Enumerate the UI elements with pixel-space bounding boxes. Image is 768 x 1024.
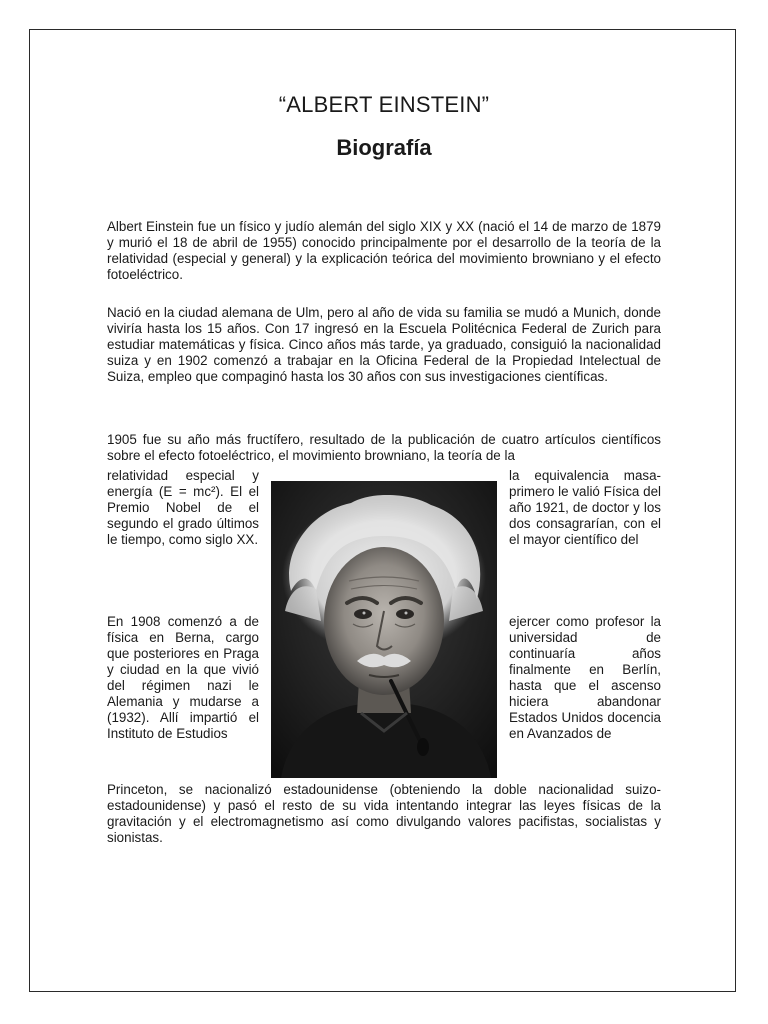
paragraph-princeton: Princeton, se nacionalizó estadounidense (obteniendo la doble nacionalidad suizo-estadounidense) y pasó el resto de su vida intentando integrar las leyes físicas de la gravitación y el electromagnetismo así como divulgando valores pacifistas, socialistas y sionistas. <box>107 782 661 845</box>
einstein-portrait-photo <box>271 481 497 778</box>
paragraph-1905-left-column: relatividad especial y energía (E = mc²). El el Premio Nobel de el segundo el grado últimos le tiempo, como siglo XX. <box>107 468 259 547</box>
paragraph-early-life: Nació en la ciudad alemana de Ulm, pero al año de vida su familia se mudó a Munich, donde viviría hasta los 15 años. Con 17 ingresó en la Escuela Politécnica Federal de Zurich para estudiar matemáticas y física. Cinco años más tarde, ya graduado, consiguió la nacionalidad suiza y en 1902 comenzó a trabajar en la Oficina Federal de la Propiedad Intelectual de Suiza, empleo que compaginó hasta los 30 años con sus investigaciones científicas. <box>107 305 661 384</box>
paragraph-1908-right-column: ejercer como profesor la universidad de continuaría años finalmente en Berlín, hasta que el ascenso hiciera abandonar Estados Unidos docencia en Avanzados de <box>509 614 661 741</box>
document-subtitle: Biografía <box>336 135 432 160</box>
paragraph-1908-left-column: En 1908 comenzó a de física en Berna, cargo que posteriores en Praga y ciudad en la que vivió del régimen nazi le Alemania y mudarse a (1932). Allí impartió el Instituto de Estudios <box>107 614 259 741</box>
document-title: “ALBERT EINSTEIN” <box>278 92 490 117</box>
portrait-illustration <box>271 481 497 778</box>
paragraph-1905-intro: 1905 fue su año más fructífero, resultado de la publicación de cuatro artículos científicos sobre el efecto fotoeléctrico, el movimiento browniano, la teoría de la <box>107 432 661 463</box>
paragraph-1905-right-column: la equivalencia masa-primero le valió Física del año 1921, de doctor y los dos consagrarían, con el el mayor científico del <box>509 468 661 547</box>
paragraph-intro: Albert Einstein fue un físico y judío alemán del siglo XIX y XX (nació el 14 de marzo de 1879 y murió el 18 de abril de 1955) conocido principalmente por el desarrollo de la teoría de la relatividad (especial y general) y la explicación teórica del movimiento browniano y el efecto fotoeléctrico. <box>107 219 661 282</box>
